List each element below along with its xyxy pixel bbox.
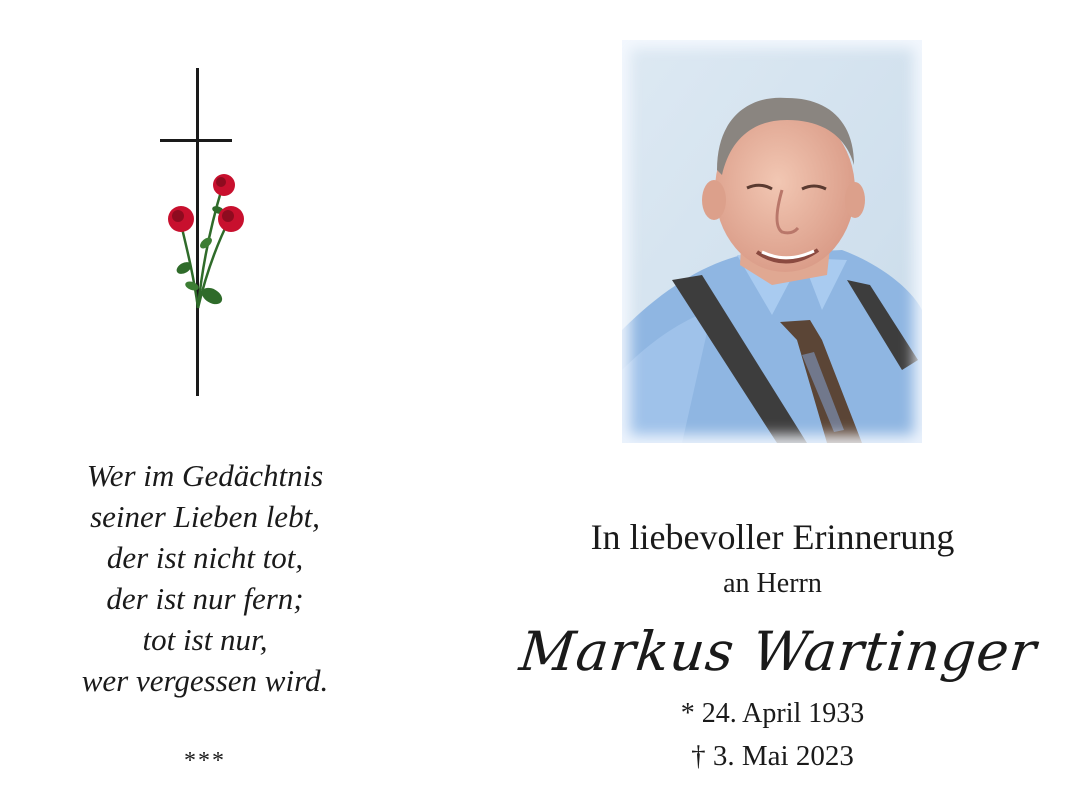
death-date: † 3. Mai 2023 (691, 740, 854, 772)
ornament-stars: *** (184, 748, 226, 774)
salutation: an Herrn (723, 568, 822, 599)
memorial-poem (20, 455, 390, 701)
poem-line: Wer im Gedächtnis (86, 458, 324, 493)
deceased-name: Markus Wartinger (516, 620, 1040, 683)
poem-line: seiner Lieben lebt, (90, 499, 320, 534)
poem-line: tot ist nur, (142, 622, 268, 657)
poem-line: der ist nicht tot, (106, 540, 304, 575)
photo-vignette (622, 40, 922, 443)
poem-line: der ist nur fern; (106, 581, 304, 616)
portrait-photo (622, 40, 922, 443)
birth-date: * 24. April 1933 (680, 698, 865, 729)
memorial-heading: In liebevoller Erinnerung (590, 517, 955, 557)
poem-line: wer vergessen wird. (81, 663, 329, 698)
cross-with-roses-icon (150, 68, 250, 398)
